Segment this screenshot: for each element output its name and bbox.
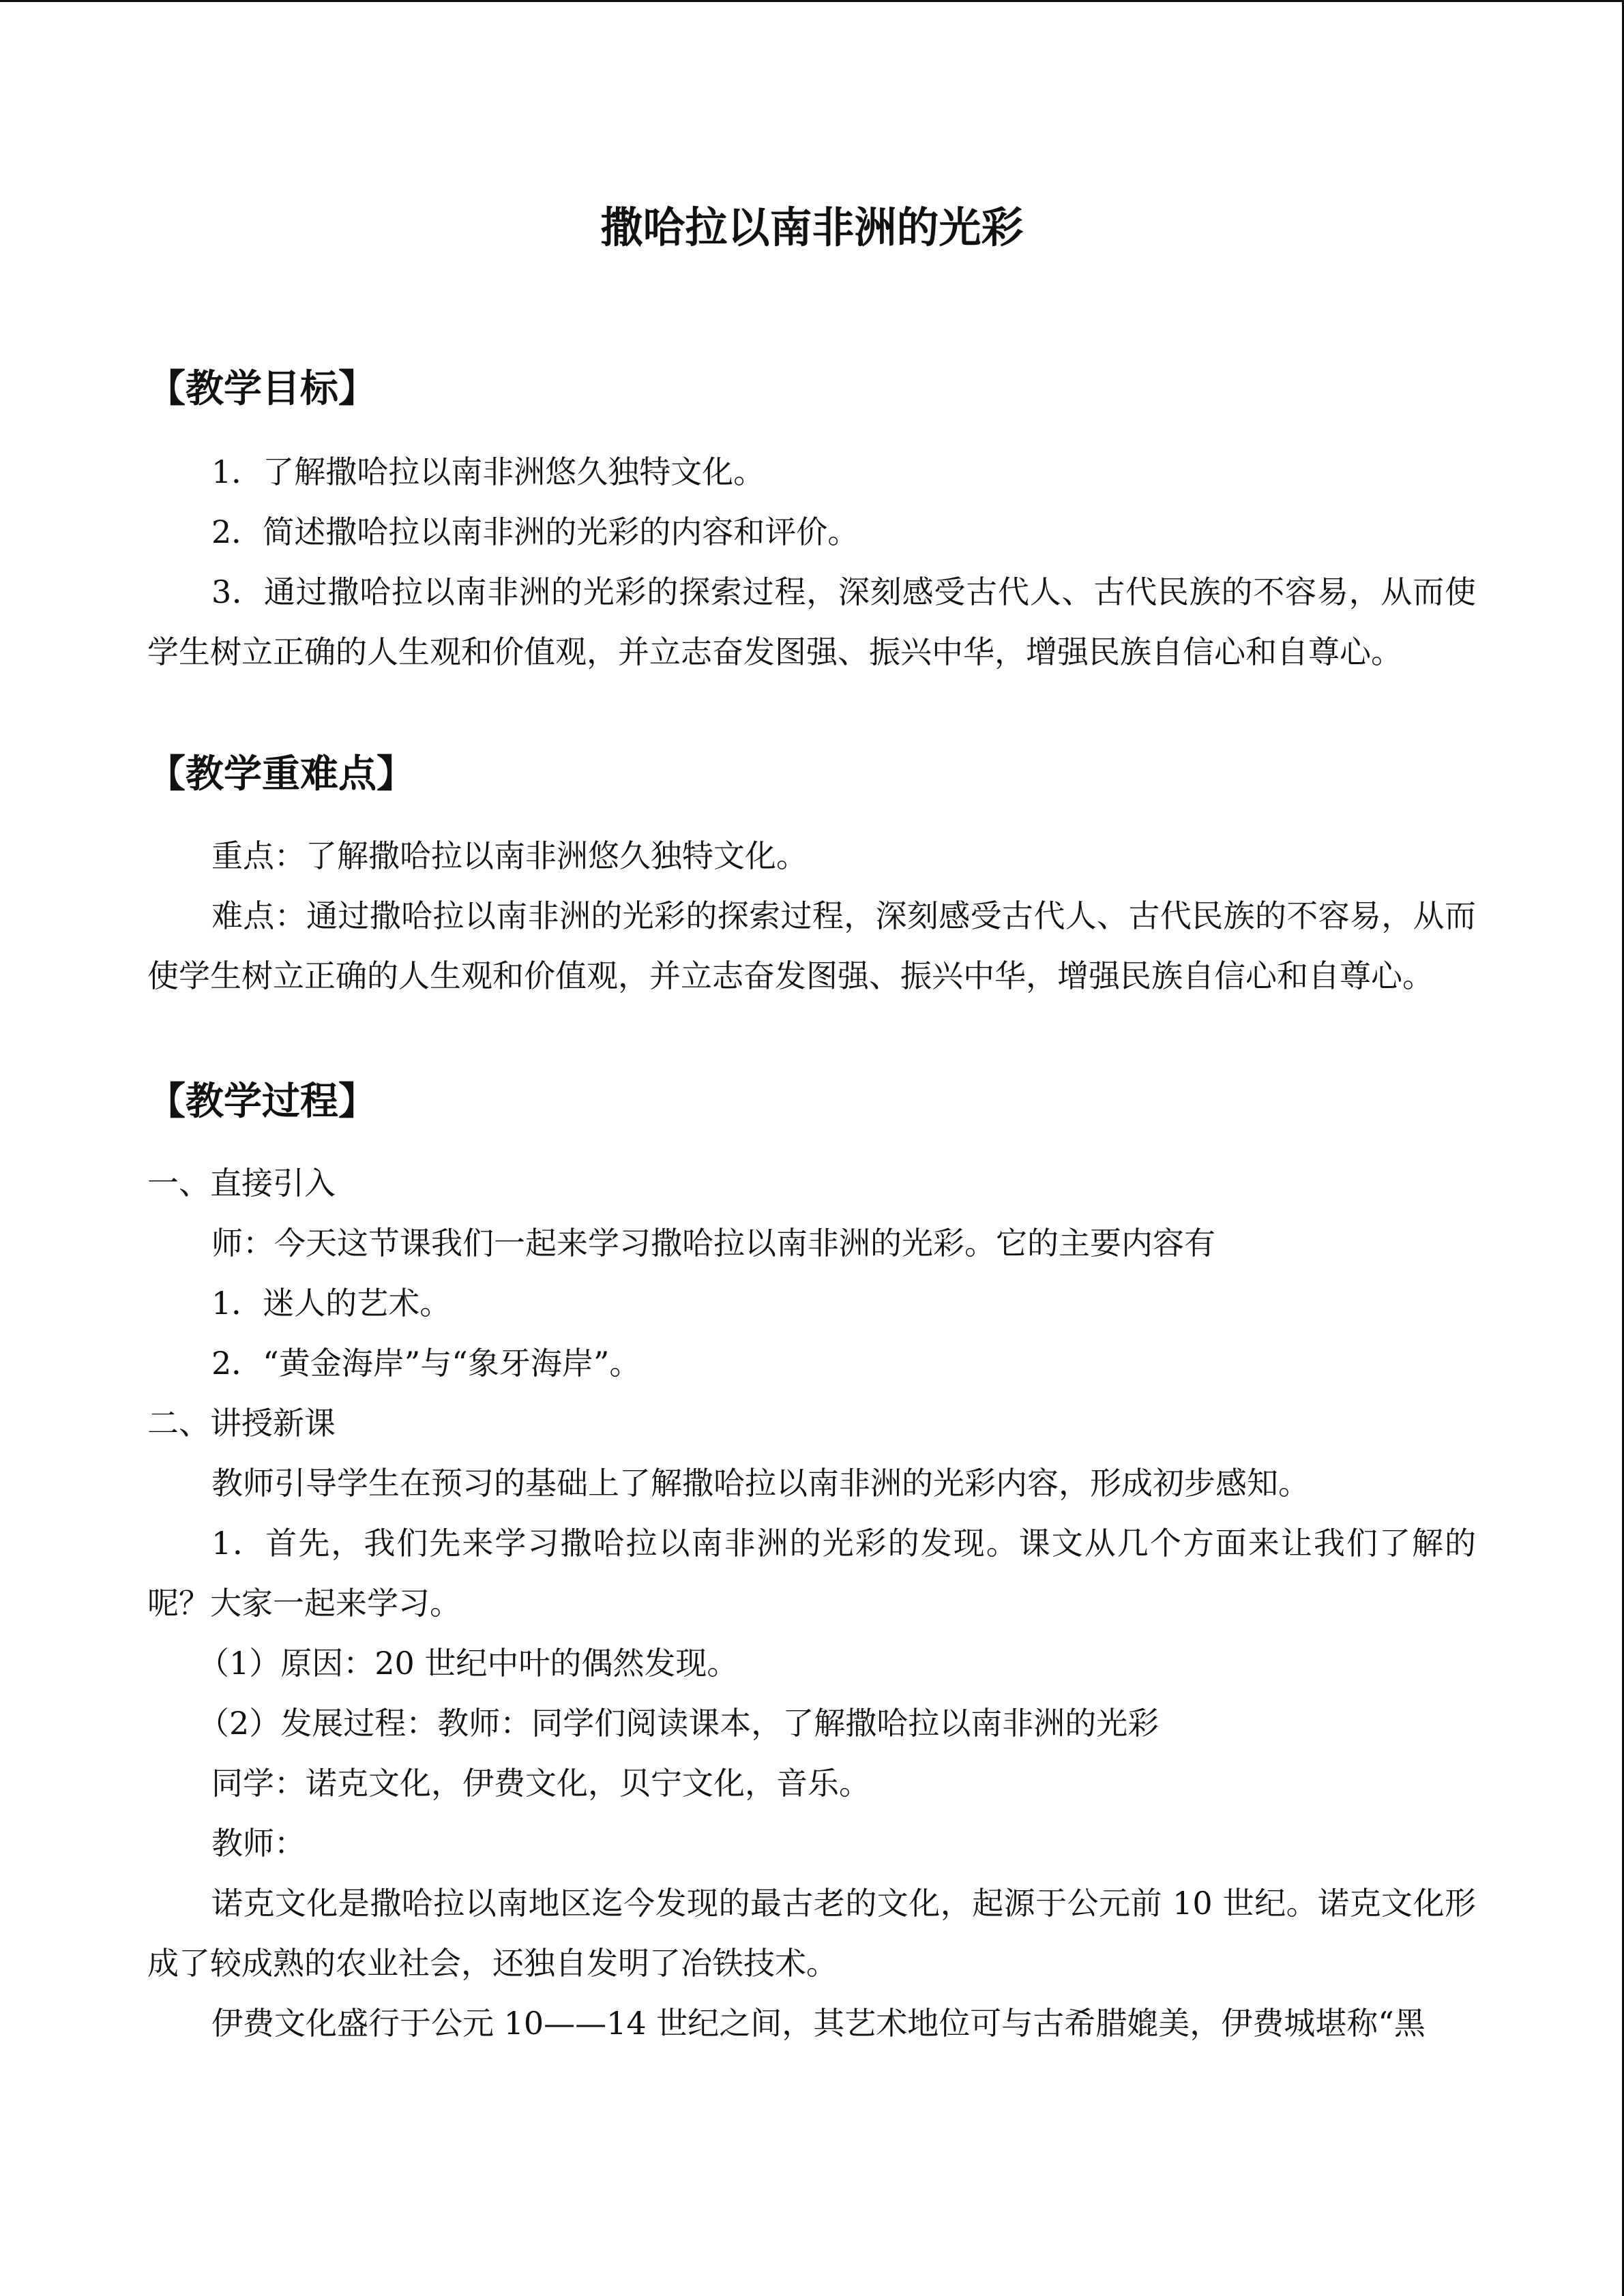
teacher-guide: 教师引导学生在预习的基础上了解撒哈拉以南非洲的光彩内容，形成初步感知。 <box>211 1465 1310 1502</box>
objective-1: 1．了解撒哈拉以南非洲悠久独特文化。 <box>211 453 765 490</box>
nok-culture: 诺克文化是撒哈拉以南地区迄今发现的最古老的文化，起源于公元前 10 世纪。诺克文化形成了较成熟的农业社会，还独自发明了冶铁技术。 <box>147 1885 1476 1982</box>
process-part1-title: 一、直接引入 <box>147 1165 336 1202</box>
step-1: 1．首先，我们先来学习撒哈拉以南非洲的光彩的发现。课文从几个方面来让我们了解的呢？大家一起来学习。 <box>147 1525 1476 1622</box>
objective-3: 3．通过撒哈拉以南非洲的光彩的探索过程，深刻感受古代人、古代民族的不容易，从而使学生树立正确的人生观和价值观，并立志奋发图强、振兴中华，增强民族自信心和自尊心。 <box>147 573 1476 670</box>
content-item-1: 1．迷人的艺术。 <box>211 1285 452 1322</box>
objectives-heading: 【教学目标】 <box>147 367 377 411</box>
teacher-intro: 师：今天这节课我们一起来学习撒哈拉以南非洲的光彩。它的主要内容有 <box>211 1225 1215 1262</box>
ife-culture: 伊费文化盛行于公元 10——14 世纪之间，其艺术地位可与古希腊媲美，伊费城堪称“黑 <box>211 2005 1426 2042</box>
process-heading: 【教学过程】 <box>147 1079 377 1124</box>
process-part2-title: 二、讲授新课 <box>147 1405 336 1442</box>
objective-2: 2．简述撒哈拉以南非洲的光彩的内容和评价。 <box>211 513 859 550</box>
keypoint-focus: 重点：了解撒哈拉以南非洲悠久独特文化。 <box>211 837 808 874</box>
reason-line: （1）原因：20 世纪中叶的偶然发现。 <box>198 1645 739 1682</box>
keypoint-difficulty: 难点：通过撒哈拉以南非洲的光彩的探索过程，深刻感受古代人、古代民族的不容易，从而使学生树立正确的人生观和价值观，并立志奋发图强、振兴中华，增强民族自信心和自尊心。 <box>147 897 1476 994</box>
content-item-2: 2．“黄金海岸”与“象牙海岸”。 <box>211 1345 641 1382</box>
keypoints-heading: 【教学重难点】 <box>147 752 415 796</box>
page-title: 撒哈拉以南非洲的光彩 <box>600 203 1024 252</box>
development-line: （2）发展过程：教师：同学们阅读课本，了解撒哈拉以南非洲的光彩 <box>198 1705 1160 1742</box>
teacher-label: 教师： <box>211 1825 306 1862</box>
students-line: 同学：诺克文化，伊费文化，贝宁文化，音乐。 <box>211 1765 870 1802</box>
